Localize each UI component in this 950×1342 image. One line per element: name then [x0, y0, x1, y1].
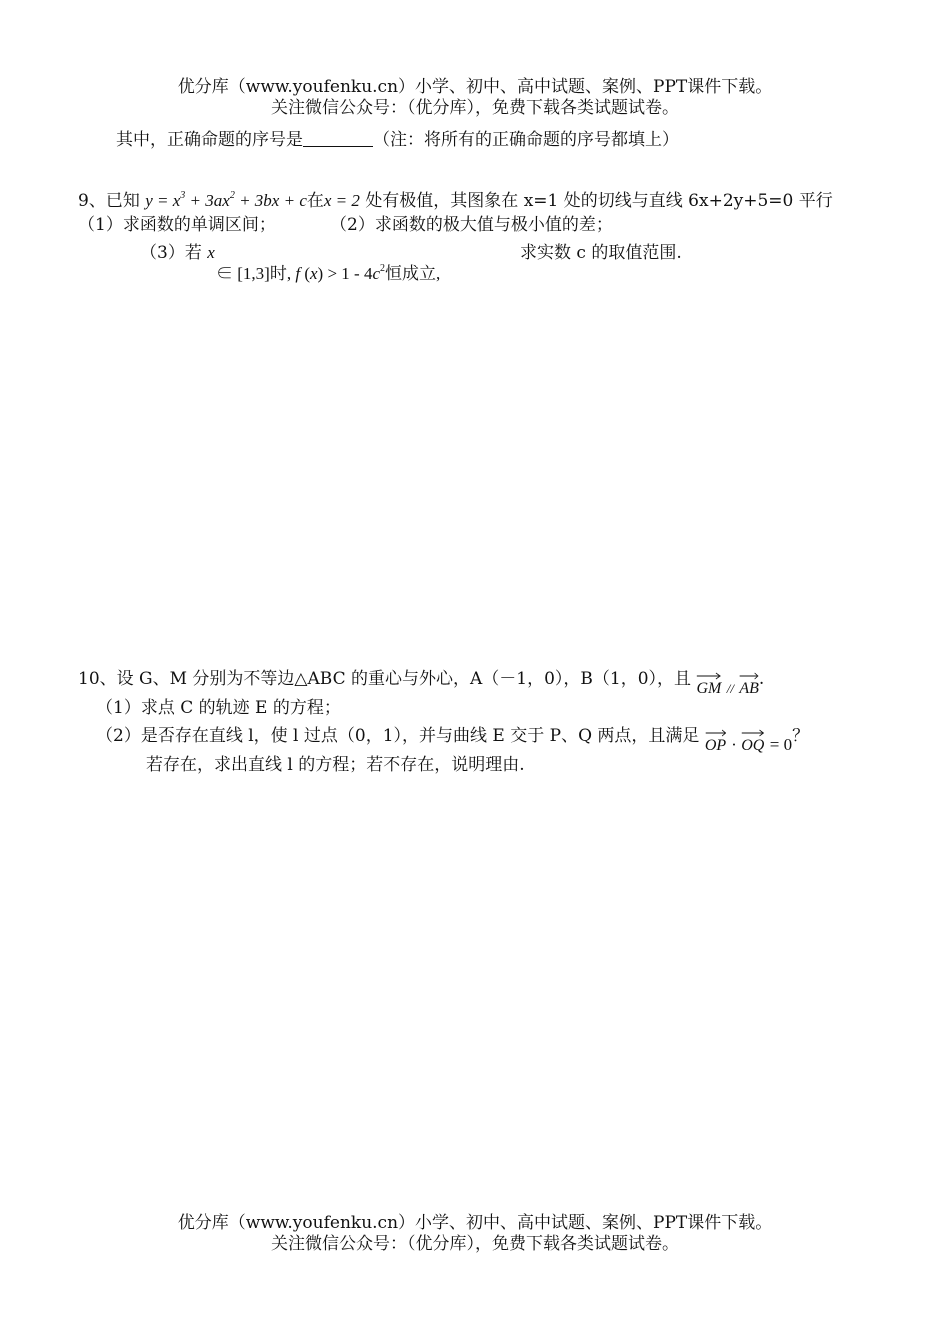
q10-part2-prefix: （2）是否存在直线 l，使 l 过点（0，1），并与曲线 E 交于 P、Q 两点，且满足 [96, 726, 700, 746]
footer-line-1: 优分库（www.youfenku.cn）小学、初中、高中试题、案例、PPT课件下载。 [177, 1213, 773, 1233]
q10-end: . [758, 669, 765, 689]
prev-question-tail [116, 129, 679, 151]
vector-gm: GM [696, 672, 721, 700]
q9-stem [78, 185, 833, 212]
q9-part3 [140, 242, 215, 264]
equals-zero: = 0 [769, 735, 793, 754]
prev-question-suffix: （注：将所有的正确命题的序号都填上） [373, 130, 679, 150]
q9-part3-var: x [207, 243, 215, 262]
vector-op: OP [705, 729, 726, 757]
footer-line-2: 关注微信公众号：（优分库），免费下载各类试题试卷。 [271, 1234, 679, 1254]
q9-condition: x = 2 [323, 191, 360, 210]
q10-part1: （1）求点 C 的轨迹 E 的方程； [96, 698, 341, 718]
header-line-2: 关注微信公众号：（优分库），免费下载各类试题试卷。 [271, 98, 679, 118]
vector-ab: AB [739, 672, 759, 700]
q9-part2: （2）求函数的极大值与极小值的差； [330, 215, 613, 235]
q9-cond-text: 在 [306, 191, 324, 211]
q9-part3-suffix: 求实数 c 的取值范围. [520, 243, 682, 263]
q9-rest: 处有极值，其图象在 x=1 处的切线与直线 6x+2y+5=0 平行 [365, 191, 833, 211]
q9-part3-prefix: （3）若 [140, 243, 202, 263]
q9-lead: 9、已知 [78, 191, 140, 211]
vector-oq: OQ [741, 729, 764, 757]
q9-function-formula: $y = x^3 + 3ax^2 + 3bx + c$ [145, 190, 307, 210]
q10-question-mark: ？ [792, 726, 810, 746]
q10-stem [78, 668, 764, 700]
q10-lead: 10、设 G、M 分别为不等边△ABC 的重心与外心，A（－1，0），B（1，0），且 [78, 669, 692, 689]
q9-part3-formula: ∈ [1,3]时, f $(x) > 1 - 4c^2$恒成立, [216, 263, 441, 283]
prev-question-prefix: 其中，正确命题的序号是 [116, 130, 303, 150]
dot-product-symbol: · [731, 735, 736, 754]
q10-part2 [96, 725, 809, 757]
q10-part2-continued: 若存在，求出直线 l 的方程；若不存在，说明理由. [146, 755, 525, 775]
answer-blank [303, 130, 373, 147]
parallel-symbol: // [726, 681, 734, 696]
q9-part1: （1）求函数的单调区间； [78, 215, 276, 235]
header-line-1: 优分库（www.youfenku.cn）小学、初中、高中试题、案例、PPT课件下载。 [177, 77, 773, 97]
